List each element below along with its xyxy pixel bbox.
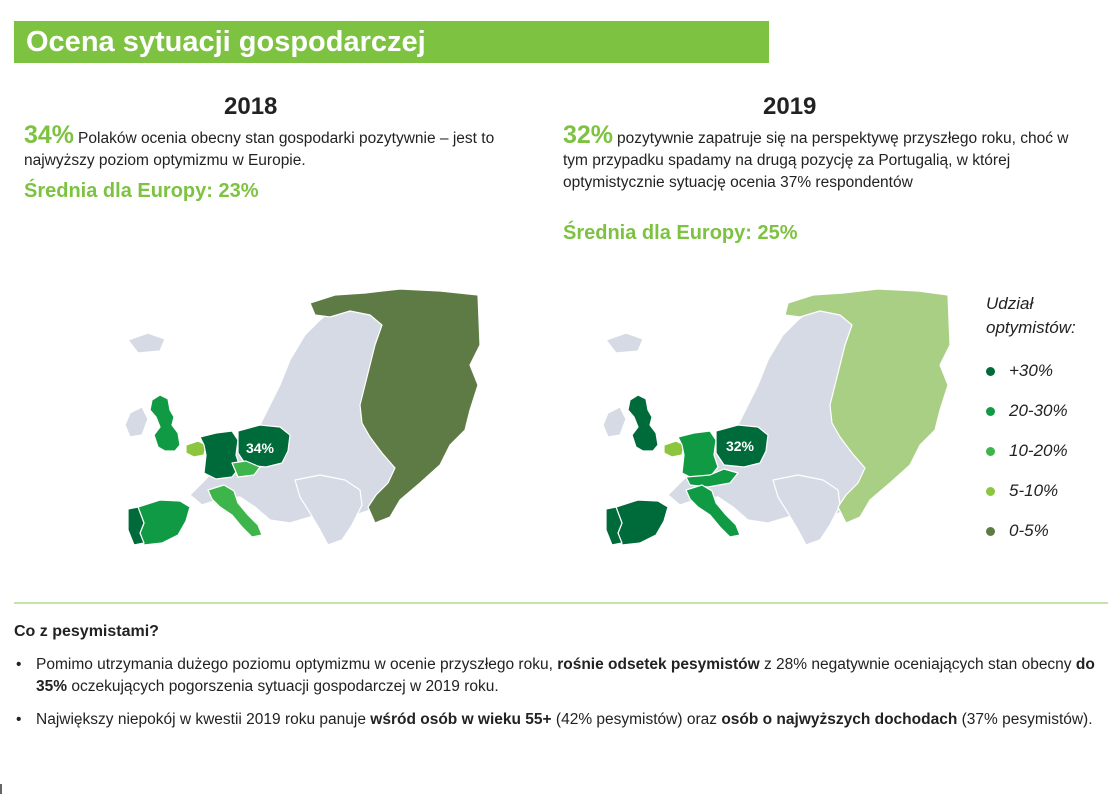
legend-label: 5-10% [1009,481,1059,500]
map-base-iceland [606,333,643,353]
stat-2019-value: 32% [563,121,614,149]
legend-item [986,438,1106,464]
legend-label: 20-30% [1009,401,1068,420]
stat-2019-text [563,121,1083,194]
map-region-spain-2018 [138,500,190,545]
legend-item [986,518,1106,544]
stat-2018-description: Polaków ocenia obecny stan gospodarki pozytywnie – jest to najwyższy poziom optymizmu w Europie. [24,130,495,169]
bullet-text: (42% pesymistów) oraz [551,711,722,728]
map-region-spain-2019 [616,500,668,545]
bullet-text: z 28% negatywnie oceniających stan obecny [759,656,1076,673]
map-region-germany-2019 [678,431,718,479]
pessimists-bullets [14,654,1099,742]
stat-2018-text [24,121,524,172]
stat-2019-description: pozytywnie zapatruje się na perspektywę przyszłego roku, choć w tym przypadku spadamy na drugą pozycję za Portugalią, w której optymistycznie sytuację ocenia 37% respondentów [563,130,1069,191]
corner-mark [0,784,2,794]
legend-title: Udział optymistów: [986,294,1076,337]
map-legend [986,292,1106,558]
map-region-uk-2019 [628,395,658,451]
legend-item [986,398,1106,424]
legend-dot [986,447,995,456]
year-2019-heading: 2019 [763,93,817,120]
avg-europe-2018: Średnia dla Europy: 23% [24,180,259,202]
bullet-text: (37% pesymistów). [957,711,1093,728]
bullet-item [14,654,1099,698]
bullet-text: Największy niepokój w kwestii 2019 roku panuje [36,711,371,728]
legend-dot [986,487,995,496]
year-2018-heading: 2018 [224,93,278,120]
map-label-poland-2018: 34% [245,440,275,456]
stat-2018-value: 34% [24,121,75,149]
map-label-poland-2019: 32% [725,438,755,454]
pessimists-heading: Co z pesymistami? [14,623,159,640]
europe-map-2018 [120,285,485,555]
bullet-emphasis: rośnie odsetek pesymistów [557,656,760,673]
legend-dot [986,407,995,416]
legend-label: +30% [1009,361,1053,380]
legend-item [986,358,1106,384]
map-base-iceland [128,333,165,353]
map-base-ireland [125,407,148,437]
avg-europe-2019: Średnia dla Europy: 25% [563,222,798,244]
bullet-emphasis: wśród osób w wieku 55+ [370,711,552,728]
europe-map-2019 [598,285,963,555]
page-title: Ocena sytuacji gospodarczej [14,21,769,63]
bullet-text: oczekujących pogorszenia sytuacji gospodarczej w 2019 roku. [67,678,499,695]
bullet-emphasis: osób o najwyższych dochodach [721,711,958,728]
map-region-uk-2018 [150,395,180,451]
bullet-item [14,709,1099,731]
bullet-emphasis: do 35% [36,656,1095,695]
legend-label: 0-5% [1009,521,1049,540]
legend-item [986,478,1106,504]
bullet-text: Pomimo utrzymania dużego poziomu optymizmu w ocenie przyszłego roku, [36,656,558,673]
legend-dot [986,367,995,376]
legend-dot [986,527,995,536]
map-base-ireland [603,407,626,437]
legend-label: 10-20% [1009,441,1068,460]
section-divider [14,602,1108,604]
map-region-germany-2018 [200,431,240,479]
